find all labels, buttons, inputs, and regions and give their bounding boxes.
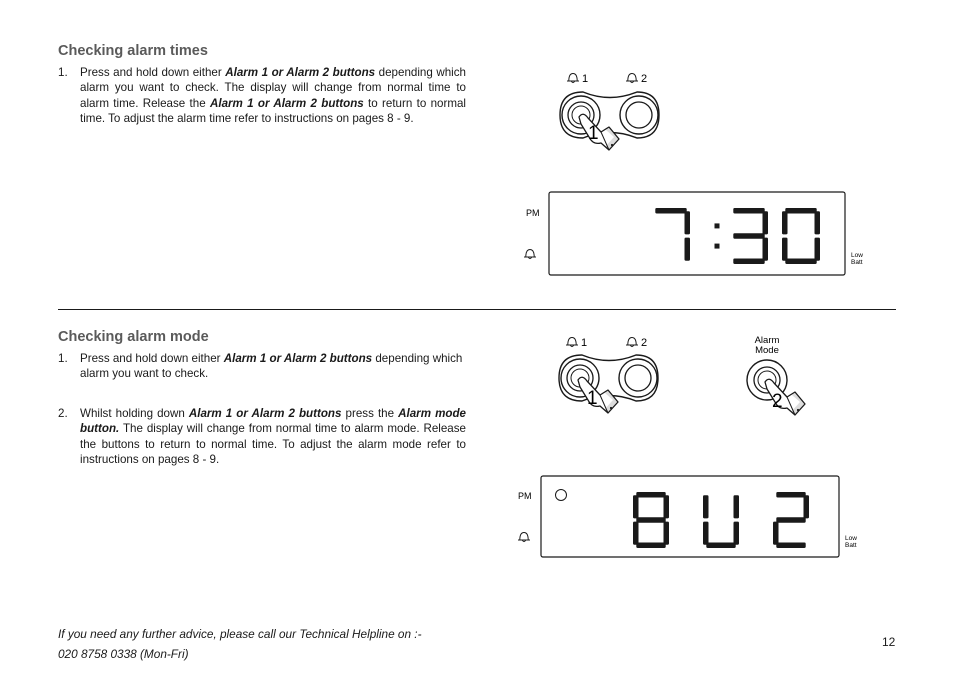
digit-segment <box>633 495 639 518</box>
digit-segment <box>733 259 764 265</box>
helpline-text: If you need any further advice, please call our Technical Helpline on :- <box>58 627 422 641</box>
step-number: 1. <box>58 352 68 365</box>
colon-dot <box>715 223 720 228</box>
section-heading-alarm-mode: Checking alarm mode <box>58 329 209 345</box>
low-batt-label: Low <box>845 535 857 542</box>
digit-segment <box>776 543 805 549</box>
digit-segment <box>636 517 665 523</box>
bell-icon <box>626 74 638 83</box>
bell-icon <box>626 338 638 347</box>
text: The display will change from normal time to alarm mode. Release the buttons to return to normal time. To adjust the alarm mode refer to instructions on pages 8 - 9. <box>80 422 466 466</box>
emphasis: Alarm 1 or Alarm 2 buttons <box>223 352 373 365</box>
section-divider <box>58 309 896 310</box>
alarm-buttons-diagram <box>555 65 675 165</box>
digit-segment <box>685 238 691 261</box>
digit-segment <box>763 238 769 261</box>
bell-icon <box>566 338 578 347</box>
digit-segment <box>815 238 821 261</box>
helpline-number: 020 8758 0338 (Mon-Fri) <box>58 647 189 661</box>
digit-segment <box>636 492 665 498</box>
digit-segment <box>733 208 764 214</box>
bell-icon <box>518 533 530 542</box>
text: Press and hold down either <box>80 352 224 365</box>
digit-segment <box>734 522 740 545</box>
alarm-2-label: 2 <box>641 73 648 85</box>
alarm-2-label: 2 <box>641 337 648 349</box>
digit-segment <box>703 522 709 545</box>
alarm-mode-label: Mode <box>755 345 779 356</box>
alarm-buttons-diagram <box>552 330 672 430</box>
step-number: 1. <box>58 66 68 79</box>
emphasis: Alarm 1 or Alarm 2 buttons <box>225 66 376 79</box>
low-batt-label: Batt <box>851 259 863 266</box>
bell-icon <box>524 250 536 259</box>
digit-segment <box>815 211 821 234</box>
low-batt-label: Batt <box>845 542 857 549</box>
digit-segment <box>734 495 740 518</box>
step-1-paragraph <box>58 65 466 126</box>
low-batt-label: Low <box>851 252 863 259</box>
digit-segment <box>633 522 639 545</box>
alarm-2-button[interactable] <box>619 359 657 397</box>
text: to return to normal time. To adjust the alarm time refer to instructions on pages 8 - 9. <box>80 96 467 125</box>
alarm-mode-label: Alarm <box>754 335 780 346</box>
step-number: 2. <box>58 407 68 420</box>
digit-segment <box>773 522 779 545</box>
page-number: 12 <box>882 635 896 649</box>
finger-number: 1 <box>588 123 599 144</box>
digit-segment <box>664 522 670 545</box>
digit-segment <box>785 259 816 265</box>
lcd-display-alarm-time <box>518 190 868 278</box>
alarm-mode-button-diagram <box>740 330 830 430</box>
bell-icon <box>567 74 579 83</box>
pm-indicator: PM <box>518 491 532 501</box>
digit-segment <box>804 495 810 518</box>
colon-dot <box>715 244 720 249</box>
finger-number: 1 <box>587 388 598 409</box>
text: press the <box>341 407 399 420</box>
lcd-display-alarm-mode <box>512 475 862 563</box>
step-1-paragraph <box>58 351 466 382</box>
digit-segment <box>703 495 709 518</box>
digit-segment <box>733 233 764 239</box>
alarm-1-label: 1 <box>581 337 588 349</box>
finger-number: 2 <box>772 391 783 412</box>
digit-segment <box>782 211 788 234</box>
digit-segment <box>636 543 665 549</box>
text: depending which alarm you want to check. The display will change from normal time to alarm time. Release the <box>80 66 466 110</box>
section-heading-alarm-times: Checking alarm times <box>58 43 208 59</box>
digit-segment <box>785 208 816 214</box>
alarm-1-label: 1 <box>582 73 589 85</box>
step-2-paragraph <box>58 406 466 467</box>
text: Whilst holding down <box>80 407 189 420</box>
text: Press and hold down either <box>80 66 226 79</box>
emphasis: Alarm 1 or Alarm 2 buttons <box>209 96 364 110</box>
emphasis: Alarm mode button. <box>80 407 466 436</box>
pm-indicator: PM <box>526 208 540 218</box>
digit-segment <box>776 492 805 498</box>
digit-segment <box>655 208 686 214</box>
digit-segment <box>664 495 670 518</box>
digit-segment <box>782 238 788 261</box>
digit-segment <box>706 543 735 549</box>
digit-segment <box>763 211 769 234</box>
emphasis: Alarm 1 or Alarm 2 buttons <box>188 407 342 420</box>
text: depending which alarm you want to check. <box>80 352 463 381</box>
alarm-2-button[interactable] <box>620 96 658 134</box>
digit-segment <box>776 517 805 523</box>
digit-segment <box>685 211 691 234</box>
